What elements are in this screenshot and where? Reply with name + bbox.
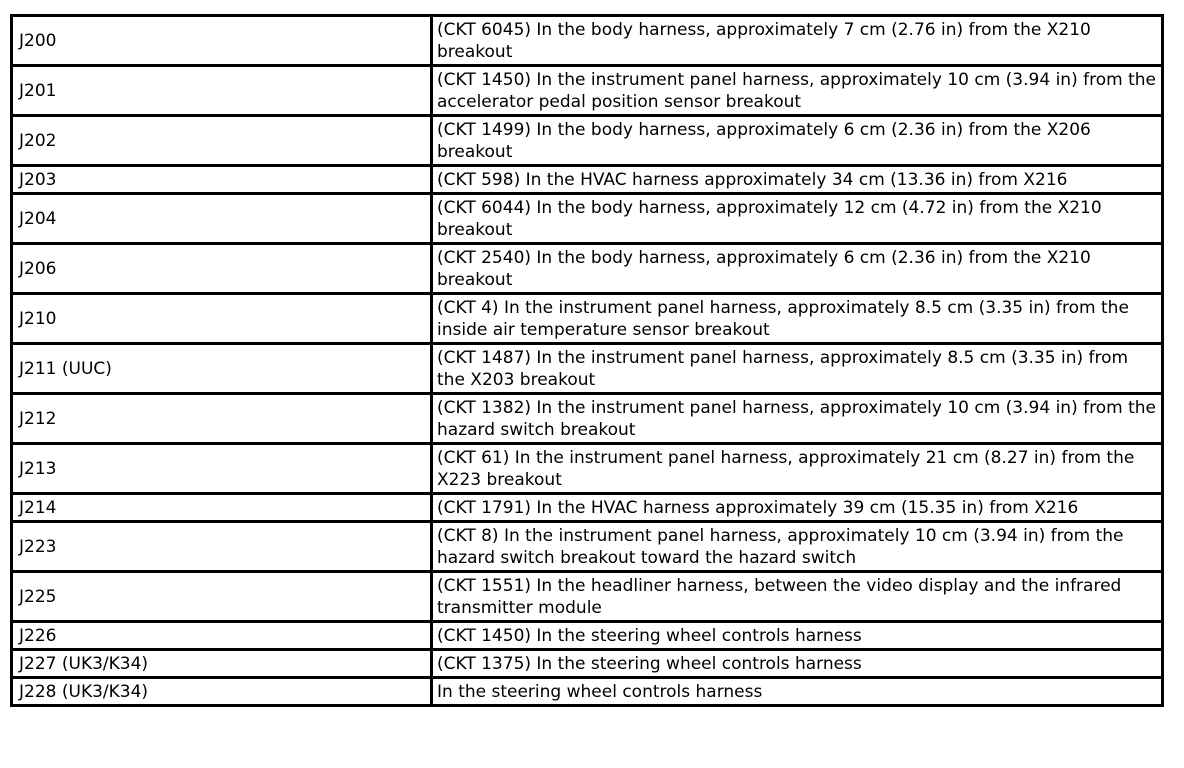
splice-location-cell: (CKT 4) In the instrument panel harness, approximately 8.5 cm (3.35 in) from the inside air temperature sensor breakout bbox=[432, 294, 1163, 344]
table-row bbox=[12, 66, 1163, 116]
splice-table-body bbox=[12, 16, 1163, 706]
table-row bbox=[12, 344, 1163, 394]
splice-location-cell: (CKT 1375) In the steering wheel controls harness bbox=[432, 650, 1163, 678]
table-row bbox=[12, 166, 1163, 194]
splice-location-cell: (CKT 1450) In the steering wheel controls harness bbox=[432, 622, 1163, 650]
splice-location-cell: (CKT 6044) In the body harness, approximately 12 cm (4.72 in) from the X210 breakout bbox=[432, 194, 1163, 244]
splice-id-cell: J206 bbox=[12, 244, 432, 294]
table-row bbox=[12, 444, 1163, 494]
splice-id-cell: J204 bbox=[12, 194, 432, 244]
splice-id-cell: J223 bbox=[12, 522, 432, 572]
splice-id-cell: J201 bbox=[12, 66, 432, 116]
splice-id-cell: J228 (UK3/K34) bbox=[12, 678, 432, 706]
table-row bbox=[12, 650, 1163, 678]
table-row bbox=[12, 522, 1163, 572]
splice-location-cell: (CKT 1499) In the body harness, approximately 6 cm (2.36 in) from the X206 breakout bbox=[432, 116, 1163, 166]
splice-location-cell: (CKT 598) In the HVAC harness approximately 34 cm (13.36 in) from X216 bbox=[432, 166, 1163, 194]
splice-id-cell: J210 bbox=[12, 294, 432, 344]
splice-location-cell: (CKT 1551) In the headliner harness, between the video display and the infrared transmitter module bbox=[432, 572, 1163, 622]
table-row bbox=[12, 572, 1163, 622]
splice-id-cell: J212 bbox=[12, 394, 432, 444]
table-row bbox=[12, 116, 1163, 166]
splice-id-cell: J200 bbox=[12, 16, 432, 66]
splice-id-cell: J202 bbox=[12, 116, 432, 166]
splice-id-cell: J214 bbox=[12, 494, 432, 522]
splice-id-cell: J226 bbox=[12, 622, 432, 650]
splice-location-cell: (CKT 1382) In the instrument panel harness, approximately 10 cm (3.94 in) from the hazard switch breakout bbox=[432, 394, 1163, 444]
splice-location-cell: (CKT 6045) In the body harness, approximately 7 cm (2.76 in) from the X210 breakout bbox=[432, 16, 1163, 66]
table-row bbox=[12, 294, 1163, 344]
splice-location-cell: (CKT 1450) In the instrument panel harness, approximately 10 cm (3.94 in) from the accelerator pedal position sensor breakout bbox=[432, 66, 1163, 116]
splice-id-cell: J203 bbox=[12, 166, 432, 194]
splice-location-cell: In the steering wheel controls harness bbox=[432, 678, 1163, 706]
table-row bbox=[12, 394, 1163, 444]
splice-location-cell: (CKT 2540) In the body harness, approximately 6 cm (2.36 in) from the X210 breakout bbox=[432, 244, 1163, 294]
splice-location-cell: (CKT 1487) In the instrument panel harness, approximately 8.5 cm (3.35 in) from the X203 breakout bbox=[432, 344, 1163, 394]
splice-id-cell: J213 bbox=[12, 444, 432, 494]
table-row bbox=[12, 16, 1163, 66]
splice-location-cell: (CKT 8) In the instrument panel harness, approximately 10 cm (3.94 in) from the hazard switch breakout toward the hazard switch bbox=[432, 522, 1163, 572]
splice-location-cell: (CKT 61) In the instrument panel harness, approximately 21 cm (8.27 in) from the X223 breakout bbox=[432, 444, 1163, 494]
table-row bbox=[12, 494, 1163, 522]
table-row bbox=[12, 622, 1163, 650]
table-row bbox=[12, 194, 1163, 244]
splice-location-table bbox=[10, 14, 1164, 707]
splice-id-cell: J227 (UK3/K34) bbox=[12, 650, 432, 678]
splice-location-cell: (CKT 1791) In the HVAC harness approximately 39 cm (15.35 in) from X216 bbox=[432, 494, 1163, 522]
table-row bbox=[12, 244, 1163, 294]
splice-id-cell: J211 (UUC) bbox=[12, 344, 432, 394]
table-row bbox=[12, 678, 1163, 706]
splice-id-cell: J225 bbox=[12, 572, 432, 622]
